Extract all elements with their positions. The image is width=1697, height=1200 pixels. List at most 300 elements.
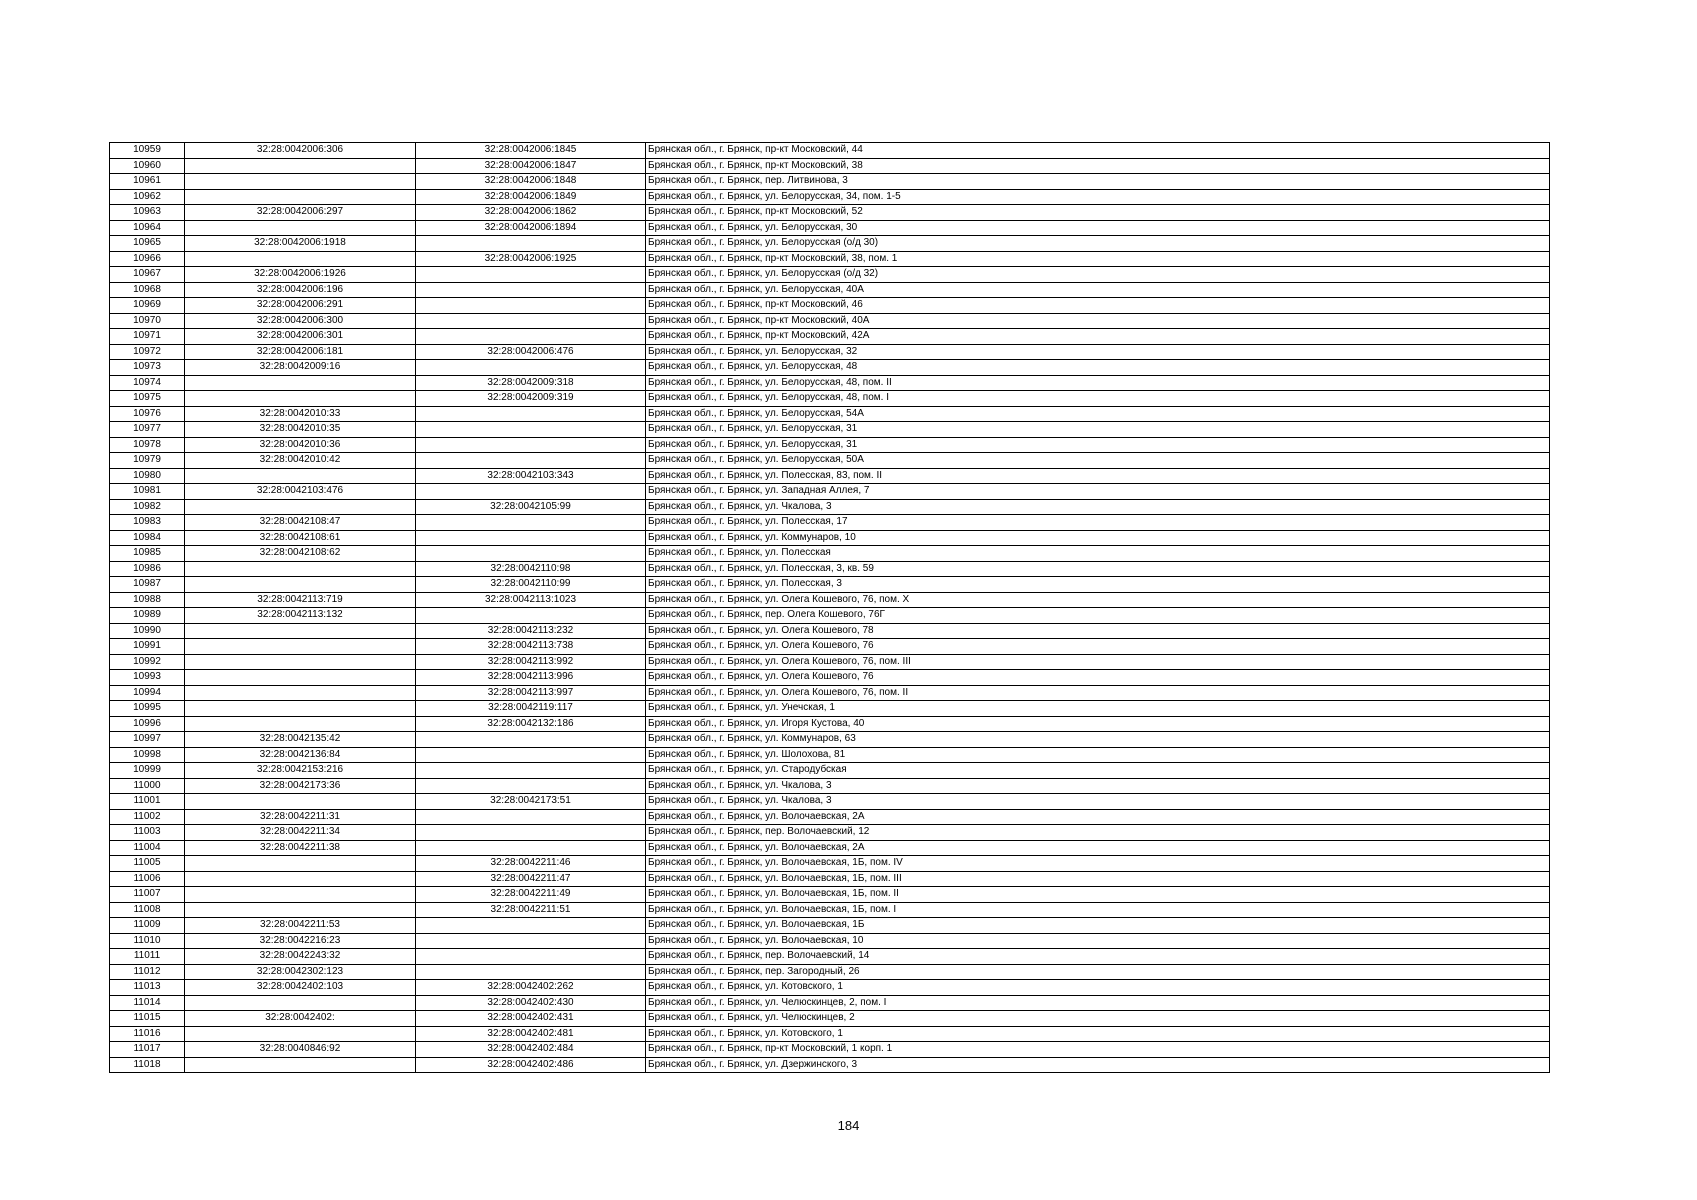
- cadastral-number-land-cell: 32:28:0042113:719: [185, 592, 416, 608]
- table-row: [110, 515, 1550, 531]
- cadastral-number-land-cell: 32:28:0042108:62: [185, 546, 416, 562]
- row-number-cell: 10962: [110, 189, 185, 205]
- address-cell: Брянская обл., г. Брянск, ул. Олега Кошевого, 76, пом. III: [646, 654, 1550, 670]
- cadastral-number-land-cell: [185, 654, 416, 670]
- cadastral-number-building-cell: 32:28:0042113:738: [416, 639, 646, 655]
- table-row: [110, 313, 1550, 329]
- row-number-cell: 10995: [110, 701, 185, 717]
- cadastral-number-building-cell: [416, 546, 646, 562]
- cadastral-number-land-cell: 32:28:0042402:: [185, 1011, 416, 1027]
- cadastral-number-land-cell: 32:28:0042006:1926: [185, 267, 416, 283]
- cadastral-number-land-cell: 32:28:0042216:23: [185, 933, 416, 949]
- cadastral-number-land-cell: 32:28:0042108:47: [185, 515, 416, 531]
- row-number-cell: 11014: [110, 995, 185, 1011]
- address-cell: Брянская обл., г. Брянск, ул. Белорусская, 31: [646, 422, 1550, 438]
- address-cell: Брянская обл., г. Брянск, ул. Белорусская (о/д 32): [646, 267, 1550, 283]
- cadastral-number-land-cell: 32:28:0042211:53: [185, 918, 416, 934]
- table-row: [110, 267, 1550, 283]
- table-row: [110, 856, 1550, 872]
- cadastral-number-building-cell: [416, 313, 646, 329]
- cadastral-number-land-cell: [185, 685, 416, 701]
- row-number-cell: 10975: [110, 391, 185, 407]
- address-cell: Брянская обл., г. Брянск, ул. Белорусская, 34, пом. 1-5: [646, 189, 1550, 205]
- cadastral-number-building-cell: 32:28:0042110:99: [416, 577, 646, 593]
- table-row: [110, 670, 1550, 686]
- cadastral-number-land-cell: [185, 701, 416, 717]
- address-cell: Брянская обл., г. Брянск, ул. Игоря Кустова, 40: [646, 716, 1550, 732]
- cadastral-number-land-cell: 32:28:0042402:103: [185, 980, 416, 996]
- address-cell: Брянская обл., г. Брянск, ул. Чкалова, 3: [646, 794, 1550, 810]
- table-row: [110, 561, 1550, 577]
- address-cell: Брянская обл., г. Брянск, ул. Волочаевская, 10: [646, 933, 1550, 949]
- row-number-cell: 10985: [110, 546, 185, 562]
- table-row: [110, 360, 1550, 376]
- address-cell: Брянская обл., г. Брянск, ул. Полесская: [646, 546, 1550, 562]
- cadastral-number-building-cell: 32:28:0042006:476: [416, 344, 646, 360]
- table-row: [110, 344, 1550, 360]
- cadastral-number-land-cell: 32:28:0042009:16: [185, 360, 416, 376]
- table-row: [110, 654, 1550, 670]
- row-number-cell: 10968: [110, 282, 185, 298]
- address-cell: Брянская обл., г. Брянск, ул. Олега Кошевого, 76, пом. II: [646, 685, 1550, 701]
- row-number-cell: 10984: [110, 530, 185, 546]
- cadastral-number-building-cell: 32:28:0042006:1849: [416, 189, 646, 205]
- address-cell: Брянская обл., г. Брянск, ул. Волочаевская, 2А: [646, 840, 1550, 856]
- row-number-cell: 10987: [110, 577, 185, 593]
- cadastral-number-building-cell: 32:28:0042006:1862: [416, 205, 646, 221]
- row-number-cell: 10981: [110, 484, 185, 500]
- address-cell: Брянская обл., г. Брянск, ул. Белорусская, 50А: [646, 453, 1550, 469]
- address-cell: Брянская обл., г. Брянск, ул. Белорусская, 40А: [646, 282, 1550, 298]
- cadastral-number-building-cell: 32:28:0042009:319: [416, 391, 646, 407]
- cadastral-number-land-cell: [185, 577, 416, 593]
- cadastral-number-building-cell: 32:28:0042113:1023: [416, 592, 646, 608]
- address-cell: Брянская обл., г. Брянск, ул. Волочаевская, 1Б, пом. III: [646, 871, 1550, 887]
- cadastral-number-land-cell: [185, 871, 416, 887]
- cadastral-number-land-cell: 32:28:0042006:300: [185, 313, 416, 329]
- cadastral-number-land-cell: [185, 499, 416, 515]
- cadastral-number-land-cell: 32:28:0042243:32: [185, 949, 416, 965]
- table-row: [110, 220, 1550, 236]
- address-cell: Брянская обл., г. Брянск, пр-кт Московский, 44: [646, 143, 1550, 159]
- address-cell: Брянская обл., г. Брянск, пр-кт Московский, 38: [646, 158, 1550, 174]
- row-number-cell: 10993: [110, 670, 185, 686]
- cadastral-number-building-cell: 32:28:0042006:1925: [416, 251, 646, 267]
- row-number-cell: 10992: [110, 654, 185, 670]
- table-row: [110, 1057, 1550, 1073]
- cadastral-number-building-cell: 32:28:0042113:996: [416, 670, 646, 686]
- table-row: [110, 1026, 1550, 1042]
- cadastral-number-land-cell: [185, 716, 416, 732]
- cadastral-number-land-cell: [185, 561, 416, 577]
- row-number-cell: 10960: [110, 158, 185, 174]
- cadastral-number-building-cell: 32:28:0042402:486: [416, 1057, 646, 1073]
- address-cell: Брянская обл., г. Брянск, ул. Котовского, 1: [646, 980, 1550, 996]
- table-row: [110, 484, 1550, 500]
- address-cell: Брянская обл., г. Брянск, ул. Белорусская, 32: [646, 344, 1550, 360]
- row-number-cell: 10990: [110, 623, 185, 639]
- cadastral-number-building-cell: 32:28:0042402:481: [416, 1026, 646, 1042]
- cadastral-number-building-cell: 32:28:0042211:47: [416, 871, 646, 887]
- table-row: [110, 608, 1550, 624]
- cadastral-number-building-cell: [416, 515, 646, 531]
- table-row: [110, 391, 1550, 407]
- table-row: [110, 1011, 1550, 1027]
- cadastral-number-land-cell: 32:28:0042010:35: [185, 422, 416, 438]
- address-cell: Брянская обл., г. Брянск, ул. Белорусская (о/д 30): [646, 236, 1550, 252]
- address-cell: Брянская обл., г. Брянск, ул. Шолохова, 81: [646, 747, 1550, 763]
- cadastral-number-land-cell: 32:28:0042103:476: [185, 484, 416, 500]
- table-row: [110, 530, 1550, 546]
- table-row: [110, 406, 1550, 422]
- cadastral-number-land-cell: 32:28:0040846:92: [185, 1042, 416, 1058]
- table-row: [110, 437, 1550, 453]
- address-cell: Брянская обл., г. Брянск, ул. Чкалова, 3: [646, 499, 1550, 515]
- table-row: [110, 980, 1550, 996]
- address-cell: Брянская обл., г. Брянск, ул. Белорусская, 48, пом. I: [646, 391, 1550, 407]
- cadastral-number-land-cell: 32:28:0042010:36: [185, 437, 416, 453]
- address-cell: Брянская обл., г. Брянск, пер. Литвинова, 3: [646, 174, 1550, 190]
- address-cell: Брянская обл., г. Брянск, ул. Полесская, 17: [646, 515, 1550, 531]
- address-cell: Брянская обл., г. Брянск, пер. Волочаевский, 12: [646, 825, 1550, 841]
- table-row: [110, 716, 1550, 732]
- address-cell: Брянская обл., г. Брянск, ул. Волочаевская, 1Б: [646, 918, 1550, 934]
- cadastral-number-land-cell: 32:28:0042153:216: [185, 763, 416, 779]
- address-cell: Брянская обл., г. Брянск, ул. Белорусская, 54А: [646, 406, 1550, 422]
- table-row: [110, 778, 1550, 794]
- row-number-cell: 10979: [110, 453, 185, 469]
- address-cell: Брянская обл., г. Брянск, ул. Стародубская: [646, 763, 1550, 779]
- row-number-cell: 10991: [110, 639, 185, 655]
- table-row: [110, 871, 1550, 887]
- table-row: [110, 546, 1550, 562]
- row-number-cell: 11003: [110, 825, 185, 841]
- address-cell: Брянская обл., г. Брянск, пр-кт Московский, 42А: [646, 329, 1550, 345]
- cadastral-number-land-cell: 32:28:0042211:38: [185, 840, 416, 856]
- cadastral-number-land-cell: [185, 468, 416, 484]
- cadastral-number-building-cell: 32:28:0042006:1845: [416, 143, 646, 159]
- row-number-cell: 10999: [110, 763, 185, 779]
- address-cell: Брянская обл., г. Брянск, ул. Волочаевская, 2А: [646, 809, 1550, 825]
- cadastral-number-land-cell: [185, 1057, 416, 1073]
- row-number-cell: 10964: [110, 220, 185, 236]
- cadastral-number-land-cell: 32:28:0042302:123: [185, 964, 416, 980]
- cadastral-number-land-cell: 32:28:0042108:61: [185, 530, 416, 546]
- row-number-cell: 10983: [110, 515, 185, 531]
- address-cell: Брянская обл., г. Брянск, ул. Олега Кошевого, 76: [646, 639, 1550, 655]
- address-cell: Брянская обл., г. Брянск, пр-кт Московский, 40А: [646, 313, 1550, 329]
- cadastral-number-land-cell: 32:28:0042006:1918: [185, 236, 416, 252]
- table-row: [110, 825, 1550, 841]
- cadastral-number-land-cell: 32:28:0042006:297: [185, 205, 416, 221]
- cadastral-number-building-cell: 32:28:0042402:431: [416, 1011, 646, 1027]
- row-number-cell: 10970: [110, 313, 185, 329]
- table-row: [110, 468, 1550, 484]
- row-number-cell: 11005: [110, 856, 185, 872]
- cadastral-number-land-cell: 32:28:0042211:34: [185, 825, 416, 841]
- cadastral-number-land-cell: 32:28:0042211:31: [185, 809, 416, 825]
- row-number-cell: 11000: [110, 778, 185, 794]
- row-number-cell: 10996: [110, 716, 185, 732]
- table-row: [110, 592, 1550, 608]
- table-row: [110, 964, 1550, 980]
- address-cell: Брянская обл., г. Брянск, ул. Олега Кошевого, 76: [646, 670, 1550, 686]
- cadastral-number-building-cell: [416, 437, 646, 453]
- cadastral-number-building-cell: [416, 763, 646, 779]
- cadastral-number-building-cell: [416, 453, 646, 469]
- address-cell: Брянская обл., г. Брянск, ул. Чкалова, 3: [646, 778, 1550, 794]
- registry-table-body: [110, 143, 1550, 1073]
- cadastral-number-building-cell: 32:28:0042211:49: [416, 887, 646, 903]
- table-row: [110, 902, 1550, 918]
- cadastral-number-land-cell: 32:28:0042010:33: [185, 406, 416, 422]
- address-cell: Брянская обл., г. Брянск, ул. Унечская, 1: [646, 701, 1550, 717]
- cadastral-number-building-cell: 32:28:0042402:430: [416, 995, 646, 1011]
- address-cell: Брянская обл., г. Брянск, пр-кт Московский, 52: [646, 205, 1550, 221]
- cadastral-number-land-cell: [185, 639, 416, 655]
- cadastral-number-land-cell: [185, 670, 416, 686]
- table-row: [110, 840, 1550, 856]
- table-row: [110, 918, 1550, 934]
- cadastral-number-building-cell: [416, 422, 646, 438]
- address-cell: Брянская обл., г. Брянск, ул. Западная Аллея, 7: [646, 484, 1550, 500]
- table-row: [110, 251, 1550, 267]
- row-number-cell: 11010: [110, 933, 185, 949]
- row-number-cell: 11007: [110, 887, 185, 903]
- cadastral-number-building-cell: [416, 964, 646, 980]
- cadastral-number-land-cell: [185, 189, 416, 205]
- table-row: [110, 375, 1550, 391]
- table-row: [110, 747, 1550, 763]
- cadastral-number-building-cell: 32:28:0042211:51: [416, 902, 646, 918]
- row-number-cell: 10997: [110, 732, 185, 748]
- row-number-cell: 11004: [110, 840, 185, 856]
- row-number-cell: 10994: [110, 685, 185, 701]
- row-number-cell: 11009: [110, 918, 185, 934]
- address-cell: Брянская обл., г. Брянск, ул. Коммунаров, 63: [646, 732, 1550, 748]
- table-row: [110, 329, 1550, 345]
- cadastral-number-building-cell: 32:28:0042173:51: [416, 794, 646, 810]
- cadastral-number-building-cell: [416, 608, 646, 624]
- cadastral-number-building-cell: 32:28:0042110:98: [416, 561, 646, 577]
- address-cell: Брянская обл., г. Брянск, ул. Полесская, 3: [646, 577, 1550, 593]
- cadastral-number-land-cell: 32:28:0042173:36: [185, 778, 416, 794]
- cadastral-number-land-cell: 32:28:0042006:181: [185, 344, 416, 360]
- cadastral-number-building-cell: 32:28:0042009:318: [416, 375, 646, 391]
- row-number-cell: 10986: [110, 561, 185, 577]
- row-number-cell: 10980: [110, 468, 185, 484]
- cadastral-number-building-cell: [416, 406, 646, 422]
- table-row: [110, 236, 1550, 252]
- table-row: [110, 639, 1550, 655]
- row-number-cell: 10998: [110, 747, 185, 763]
- cadastral-number-building-cell: 32:28:0042113:992: [416, 654, 646, 670]
- address-cell: Брянская обл., г. Брянск, ул. Дзержинского, 3: [646, 1057, 1550, 1073]
- address-cell: Брянская обл., г. Брянск, ул. Полесская, 83, пом. II: [646, 468, 1550, 484]
- table-row: [110, 623, 1550, 639]
- table-row: [110, 174, 1550, 190]
- cadastral-number-building-cell: [416, 918, 646, 934]
- address-cell: Брянская обл., г. Брянск, пр-кт Московский, 46: [646, 298, 1550, 314]
- cadastral-number-building-cell: [416, 267, 646, 283]
- table-row: [110, 282, 1550, 298]
- cadastral-number-building-cell: 32:28:0042402:484: [416, 1042, 646, 1058]
- cadastral-number-land-cell: [185, 158, 416, 174]
- row-number-cell: 11015: [110, 1011, 185, 1027]
- table-row: [110, 995, 1550, 1011]
- row-number-cell: 10974: [110, 375, 185, 391]
- cadastral-number-building-cell: [416, 329, 646, 345]
- registry-table: [109, 142, 1550, 1073]
- row-number-cell: 10988: [110, 592, 185, 608]
- cadastral-number-building-cell: 32:28:0042113:997: [416, 685, 646, 701]
- table-row: [110, 143, 1550, 159]
- table-row: [110, 794, 1550, 810]
- row-number-cell: 10969: [110, 298, 185, 314]
- cadastral-number-building-cell: 32:28:0042105:99: [416, 499, 646, 515]
- row-number-cell: 11013: [110, 980, 185, 996]
- address-cell: Брянская обл., г. Брянск, ул. Котовского, 1: [646, 1026, 1550, 1042]
- cadastral-number-building-cell: [416, 282, 646, 298]
- cadastral-number-building-cell: 32:28:0042006:1847: [416, 158, 646, 174]
- row-number-cell: 11001: [110, 794, 185, 810]
- cadastral-number-building-cell: [416, 360, 646, 376]
- row-number-cell: 10966: [110, 251, 185, 267]
- address-cell: Брянская обл., г. Брянск, ул. Челюскинцев, 2: [646, 1011, 1550, 1027]
- cadastral-number-building-cell: [416, 933, 646, 949]
- address-cell: Брянская обл., г. Брянск, ул. Белорусская, 31: [646, 437, 1550, 453]
- table-row: [110, 763, 1550, 779]
- cadastral-number-land-cell: [185, 1026, 416, 1042]
- address-cell: Брянская обл., г. Брянск, ул. Белорусская, 48: [646, 360, 1550, 376]
- table-row: [110, 732, 1550, 748]
- cadastral-number-land-cell: [185, 174, 416, 190]
- cadastral-number-building-cell: 32:28:0042103:343: [416, 468, 646, 484]
- table-row: [110, 887, 1550, 903]
- row-number-cell: 11016: [110, 1026, 185, 1042]
- row-number-cell: 10989: [110, 608, 185, 624]
- page-number: 184: [837, 1118, 860, 1133]
- address-cell: Брянская обл., г. Брянск, пер. Загородный, 26: [646, 964, 1550, 980]
- row-number-cell: 10982: [110, 499, 185, 515]
- row-number-cell: 10978: [110, 437, 185, 453]
- table-row: [110, 1042, 1550, 1058]
- table-row: [110, 422, 1550, 438]
- cadastral-number-building-cell: [416, 825, 646, 841]
- address-cell: Брянская обл., г. Брянск, ул. Волочаевская, 1Б, пом. I: [646, 902, 1550, 918]
- address-cell: Брянская обл., г. Брянск, пр-кт Московский, 1 корп. 1: [646, 1042, 1550, 1058]
- address-cell: Брянская обл., г. Брянск, ул. Белорусская, 48, пом. II: [646, 375, 1550, 391]
- row-number-cell: 10972: [110, 344, 185, 360]
- cadastral-number-land-cell: [185, 220, 416, 236]
- cadastral-number-building-cell: [416, 298, 646, 314]
- cadastral-number-land-cell: [185, 902, 416, 918]
- cadastral-number-building-cell: 32:28:0042113:232: [416, 623, 646, 639]
- cadastral-number-land-cell: [185, 995, 416, 1011]
- row-number-cell: 11018: [110, 1057, 185, 1073]
- row-number-cell: 10977: [110, 422, 185, 438]
- address-cell: Брянская обл., г. Брянск, пер. Олега Кошевого, 76Г: [646, 608, 1550, 624]
- cadastral-number-land-cell: [185, 375, 416, 391]
- row-number-cell: 10963: [110, 205, 185, 221]
- row-number-cell: 11008: [110, 902, 185, 918]
- cadastral-number-land-cell: 32:28:0042006:291: [185, 298, 416, 314]
- row-number-cell: 10961: [110, 174, 185, 190]
- cadastral-number-land-cell: [185, 887, 416, 903]
- address-cell: Брянская обл., г. Брянск, ул. Олега Кошевого, 76, пом. X: [646, 592, 1550, 608]
- cadastral-number-building-cell: [416, 236, 646, 252]
- row-number-cell: 10965: [110, 236, 185, 252]
- row-number-cell: 11012: [110, 964, 185, 980]
- address-cell: Брянская обл., г. Брянск, ул. Олега Кошевого, 78: [646, 623, 1550, 639]
- address-cell: Брянская обл., г. Брянск, ул. Волочаевская, 1Б, пом. IV: [646, 856, 1550, 872]
- table-row: [110, 685, 1550, 701]
- cadastral-number-building-cell: [416, 840, 646, 856]
- row-number-cell: 10959: [110, 143, 185, 159]
- table-row: [110, 949, 1550, 965]
- address-cell: Брянская обл., г. Брянск, ул. Челюскинцев, 2, пом. I: [646, 995, 1550, 1011]
- table-row: [110, 298, 1550, 314]
- table-row: [110, 499, 1550, 515]
- row-number-cell: 11006: [110, 871, 185, 887]
- address-cell: Брянская обл., г. Брянск, ул. Полесская, 3, кв. 59: [646, 561, 1550, 577]
- cadastral-number-building-cell: [416, 530, 646, 546]
- cadastral-number-land-cell: [185, 623, 416, 639]
- cadastral-number-building-cell: 32:28:0042119:117: [416, 701, 646, 717]
- cadastral-number-land-cell: 32:28:0042006:196: [185, 282, 416, 298]
- cadastral-number-building-cell: [416, 484, 646, 500]
- cadastral-number-building-cell: [416, 778, 646, 794]
- cadastral-number-land-cell: 32:28:0042136:84: [185, 747, 416, 763]
- cadastral-number-land-cell: 32:28:0042006:306: [185, 143, 416, 159]
- cadastral-number-building-cell: [416, 809, 646, 825]
- row-number-cell: 10967: [110, 267, 185, 283]
- table-row: [110, 933, 1550, 949]
- row-number-cell: 11002: [110, 809, 185, 825]
- table-row: [110, 453, 1550, 469]
- table-row: [110, 189, 1550, 205]
- address-cell: Брянская обл., г. Брянск, пр-кт Московский, 38, пом. 1: [646, 251, 1550, 267]
- cadastral-number-building-cell: 32:28:0042402:262: [416, 980, 646, 996]
- cadastral-number-building-cell: 32:28:0042006:1848: [416, 174, 646, 190]
- cadastral-number-building-cell: 32:28:0042211:46: [416, 856, 646, 872]
- row-number-cell: 10976: [110, 406, 185, 422]
- address-cell: Брянская обл., г. Брянск, ул. Волочаевская, 1Б, пом. II: [646, 887, 1550, 903]
- address-cell: Брянская обл., г. Брянск, пер. Волочаевский, 14: [646, 949, 1550, 965]
- table-row: [110, 158, 1550, 174]
- cadastral-number-building-cell: [416, 732, 646, 748]
- cadastral-number-building-cell: [416, 949, 646, 965]
- row-number-cell: 10973: [110, 360, 185, 376]
- cadastral-number-land-cell: 32:28:0042113:132: [185, 608, 416, 624]
- row-number-cell: 10971: [110, 329, 185, 345]
- address-cell: Брянская обл., г. Брянск, ул. Коммунаров, 10: [646, 530, 1550, 546]
- table-row: [110, 809, 1550, 825]
- table-row: [110, 701, 1550, 717]
- address-cell: Брянская обл., г. Брянск, ул. Белорусская, 30: [646, 220, 1550, 236]
- cadastral-number-building-cell: 32:28:0042132:186: [416, 716, 646, 732]
- cadastral-number-building-cell: 32:28:0042006:1894: [416, 220, 646, 236]
- cadastral-number-land-cell: [185, 251, 416, 267]
- cadastral-number-land-cell: [185, 391, 416, 407]
- cadastral-number-land-cell: 32:28:0042006:301: [185, 329, 416, 345]
- table-row: [110, 577, 1550, 593]
- cadastral-number-land-cell: [185, 856, 416, 872]
- row-number-cell: 11011: [110, 949, 185, 965]
- cadastral-number-land-cell: [185, 794, 416, 810]
- cadastral-number-land-cell: 32:28:0042135:42: [185, 732, 416, 748]
- cadastral-number-building-cell: [416, 747, 646, 763]
